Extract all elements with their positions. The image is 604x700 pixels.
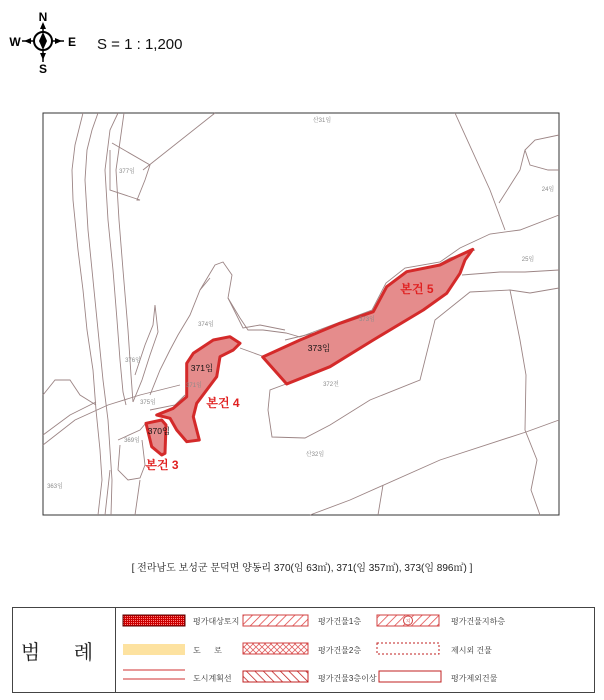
subject-label-3: 본건 3 (145, 458, 179, 472)
compass-s: S (38, 62, 48, 76)
parcel-label: 363임 (47, 484, 63, 490)
legend-swatch-bldg-1f (243, 615, 308, 626)
parcel-label: 376임 (125, 358, 141, 364)
legend-swatch-bldg-3f (243, 671, 308, 682)
subject-parcel-label: 373임 (307, 343, 331, 353)
parcel-label: 377임 (119, 169, 135, 175)
subject-label-5: 본건 5 (400, 282, 434, 296)
legend-label: 평가대상토지 (193, 617, 240, 626)
scale-text: S = 1 : 1,200 (97, 36, 183, 53)
legend-swatches (13, 608, 596, 694)
basement-mark: 지 (405, 619, 411, 625)
compass-e: E (67, 35, 77, 49)
parcel-label: 24임 (541, 187, 555, 193)
parcel-label: 25임 (521, 257, 535, 263)
legend-title: 범 례 (13, 608, 116, 692)
legend-swatch-subject-land (123, 615, 185, 626)
compass-n: N (38, 10, 48, 24)
subject-parcel-label: 371임 (190, 363, 214, 373)
location-caption: [ 전라남도 보성군 문덕면 양동리 370(임 63㎡), 371(임 357㎡), 373(임 896㎡) ] (131, 563, 473, 574)
parcel-label: 375임 (140, 400, 156, 406)
parcel-label: 369임 (124, 438, 140, 444)
parcel-label: 373임 (359, 317, 375, 323)
compass-w: W (9, 35, 21, 49)
legend-label: 평가건물1층 (318, 617, 362, 626)
parcel-label: 산31임 (312, 118, 332, 124)
legend-label: 평가건물2층 (318, 646, 362, 655)
legend-label: 평가제외건물 (451, 674, 498, 683)
legend-swatch-excluded-bldg (379, 671, 441, 682)
legend-swatch-road (123, 644, 185, 655)
subject-label-4: 본건 4 (206, 396, 240, 410)
subject-parcel-label: 370임 (147, 426, 171, 436)
parcel-label: 372전 (323, 382, 339, 388)
parcel-label: 371임 (186, 383, 202, 389)
legend-swatch-unlisted-bldg (377, 643, 439, 654)
legend-label: 도시계획선 (193, 674, 232, 683)
legend-label: 제시외 건물 (451, 646, 492, 655)
parcel-label: 산32임 (305, 452, 325, 458)
legend-label: 도 로 (193, 646, 222, 655)
legend-swatch-bldg-2f (243, 643, 308, 654)
parcel-label: 374임 (198, 322, 214, 328)
legend-label: 평가건물3층이상 (318, 674, 377, 683)
legend-label: 평가건물지하층 (451, 617, 506, 626)
legend (12, 607, 595, 693)
